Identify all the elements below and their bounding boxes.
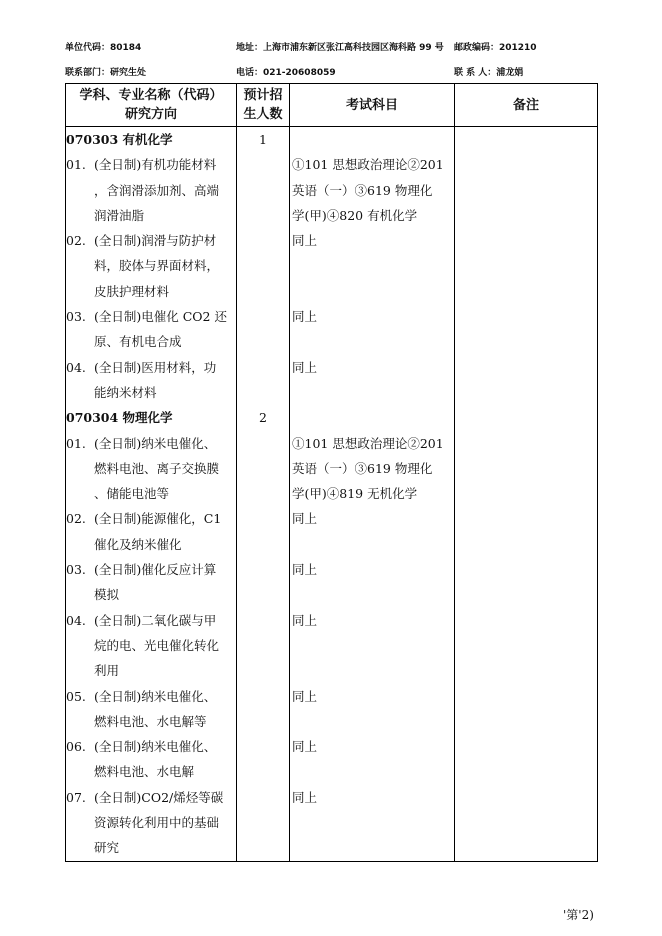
direction-number: 05. <box>66 688 86 704</box>
exam-subjects-cell <box>290 557 455 608</box>
direction-line: 催化及纳米催化 <box>94 536 182 552</box>
direction-line: ，含润滑添加剂、高端 <box>94 182 220 198</box>
exam-subject-line: 英语（一）③619 物理化 <box>292 460 433 476</box>
direction-text <box>94 557 216 608</box>
exam-subjects-cell <box>290 506 455 557</box>
phone: 电话：021-20608059 <box>236 68 336 78</box>
exam-subject-line: 同上 <box>292 511 318 527</box>
notes-cell <box>455 506 598 557</box>
header-exam-subjects: 考试科目 <box>290 84 455 127</box>
research-direction <box>66 734 236 785</box>
research-direction <box>66 785 236 861</box>
direction-cell <box>66 152 237 228</box>
direction-cell <box>66 557 237 608</box>
major-name: 070303 有机化学 <box>66 132 173 147</box>
exam-subject-line: 同上 <box>292 309 318 325</box>
direction-line: (全日制)医用材料，功 <box>94 359 217 375</box>
direction-number: 02. <box>66 511 86 527</box>
research-direction <box>66 608 236 684</box>
header-notes: 备注 <box>455 84 598 127</box>
address: 地址：上海市浦东新区张江高科技园区海科路 99 号 <box>236 43 444 53</box>
header-enrollment-line1: 预计招 <box>243 88 283 103</box>
exam-subjects-cell <box>290 304 455 355</box>
direction-number: 01. <box>66 157 86 173</box>
direction-cell <box>66 608 237 684</box>
table-row <box>66 557 598 608</box>
direction-text <box>94 304 227 355</box>
research-direction <box>66 355 236 406</box>
direction-line: (全日制)二氧化碳与甲 <box>94 612 217 628</box>
major-cell <box>66 405 237 430</box>
direction-line: (全日制)催化反应计算 <box>94 562 217 578</box>
research-direction <box>66 431 236 507</box>
enrollment-cell <box>237 684 290 735</box>
direction-cell <box>66 734 237 785</box>
notes-cell <box>455 684 598 735</box>
exam-subject-line: 同上 <box>292 688 318 704</box>
direction-text <box>94 734 216 785</box>
exam-subject-line: 同上 <box>292 612 318 628</box>
exam-subject-line: 同上 <box>292 359 318 375</box>
exam-subjects-cell <box>290 355 455 406</box>
table-row <box>66 152 598 228</box>
direction-line: (全日制)CO2/烯烃等碳 <box>94 789 224 805</box>
direction-text <box>94 506 221 557</box>
exam-subject-line: 同上 <box>292 233 318 249</box>
section-row <box>66 405 598 430</box>
direction-line: (全日制)纳米电催化、 <box>94 688 217 704</box>
direction-line: (全日制)电催化 CO2 还 <box>94 309 227 325</box>
section-row <box>66 127 598 153</box>
notes-cell <box>455 557 598 608</box>
enrollment-cell <box>237 152 290 228</box>
exam-subject-line: 同上 <box>292 562 318 578</box>
direction-text <box>94 608 219 684</box>
research-direction <box>66 684 236 735</box>
direction-number: 03. <box>66 562 86 578</box>
unit-code: 单位代码：80184 <box>65 43 142 53</box>
direction-line: 燃料电池、水电解等 <box>94 713 207 729</box>
direction-cell <box>66 304 237 355</box>
research-direction <box>66 152 236 228</box>
header-major-line2: 研究方向 <box>124 107 177 122</box>
direction-line: 利用 <box>94 663 120 679</box>
direction-cell <box>66 228 237 304</box>
header-major <box>66 84 237 127</box>
exam-subject-line: 同上 <box>292 789 318 805</box>
notes-cell <box>455 228 598 304</box>
major-cell <box>66 127 237 153</box>
exam-subject-line: 英语（一）③619 物理化 <box>292 182 433 198</box>
exam-subject-line: 同上 <box>292 739 318 755</box>
direction-line: (全日制)有机功能材料 <box>94 157 217 173</box>
exam-subject-line: 学(甲)④820 有机化学 <box>292 207 418 223</box>
enrollment-count: 2 <box>259 410 267 426</box>
direction-cell <box>66 785 237 861</box>
notes-cell <box>455 431 598 507</box>
direction-number: 03. <box>66 309 86 325</box>
contact-person: 联 系 人：浦龙娟 <box>454 68 524 78</box>
exam-subjects-cell <box>290 431 455 507</box>
direction-line: 燃料电池、离子交换膜 <box>94 460 220 476</box>
enrollment-cell <box>237 734 290 785</box>
header-enrollment <box>237 84 290 127</box>
enrollment-cell <box>237 506 290 557</box>
research-direction <box>66 228 236 304</box>
direction-cell <box>66 506 237 557</box>
exam-subject-line: ①101 思想政治理论②201 <box>292 435 444 451</box>
exam-subjects-cell <box>290 684 455 735</box>
direction-line: 皮肤护理材料 <box>94 283 170 299</box>
direction-line: (全日制)纳米电催化、 <box>94 739 217 755</box>
department: 联系部门：研究生处 <box>65 68 147 78</box>
notes-cell <box>455 405 598 430</box>
direction-text <box>94 152 219 228</box>
enrollment-cell <box>237 608 290 684</box>
table-row <box>66 431 598 507</box>
direction-cell <box>66 431 237 507</box>
direction-line: 研究 <box>94 840 120 856</box>
exam-subject-line: 学(甲)④819 无机化学 <box>292 486 418 502</box>
direction-number: 01. <box>66 435 86 451</box>
table-row <box>66 734 598 785</box>
header-major-line1: 学科、专业名称（代码） <box>79 88 223 103</box>
notes-cell <box>455 152 598 228</box>
enrollment-cell <box>237 405 290 430</box>
direction-line: 烷的电、光电催化转化 <box>94 637 220 653</box>
table-row <box>66 684 598 735</box>
exam-subjects-cell <box>290 734 455 785</box>
enrollment-count: 1 <box>259 132 267 147</box>
direction-line: 资源转化利用中的基础 <box>94 815 220 831</box>
direction-line: 润滑油脂 <box>94 207 145 223</box>
direction-number: 04. <box>66 612 86 628</box>
exam-subjects-cell <box>290 608 455 684</box>
enrollment-cell <box>237 431 290 507</box>
enrollment-cell <box>237 228 290 304</box>
notes-cell <box>455 127 598 153</box>
table-row <box>66 228 598 304</box>
direction-text <box>94 785 223 861</box>
admission-table <box>65 83 598 862</box>
enrollment-cell <box>237 304 290 355</box>
research-direction <box>66 557 236 608</box>
exam-subjects-cell <box>290 127 455 153</box>
direction-line: 模拟 <box>94 587 120 603</box>
direction-line: 燃料电池、水电解 <box>94 764 195 780</box>
direction-cell <box>66 355 237 406</box>
direction-text <box>94 684 216 735</box>
notes-cell <box>455 355 598 406</box>
direction-text <box>94 431 219 507</box>
header-enrollment-line2: 生人数 <box>243 107 283 122</box>
direction-cell <box>66 684 237 735</box>
exam-subjects-cell <box>290 228 455 304</box>
enrollment-cell <box>237 127 290 153</box>
research-direction <box>66 506 236 557</box>
notes-cell <box>455 304 598 355</box>
direction-number: 06. <box>66 739 86 755</box>
direction-number: 02. <box>66 233 86 249</box>
notes-cell <box>455 608 598 684</box>
table-row <box>66 304 598 355</box>
direction-text <box>94 355 216 406</box>
direction-line: 能纳米材料 <box>94 384 157 400</box>
exam-subjects-cell <box>290 405 455 430</box>
table-row <box>66 608 598 684</box>
research-direction <box>66 304 236 355</box>
page-number: '第'2) <box>563 908 594 922</box>
direction-number: 07. <box>66 789 86 805</box>
direction-line: 料，胶体与界面材料， <box>94 258 220 274</box>
enrollment-cell <box>237 557 290 608</box>
direction-number: 04. <box>66 359 86 375</box>
enrollment-cell <box>237 785 290 861</box>
postal-code: 邮政编码：201210 <box>454 43 537 53</box>
notes-cell <box>455 734 598 785</box>
major-name: 070304 物理化学 <box>66 410 173 426</box>
exam-subjects-cell <box>290 785 455 861</box>
table-row <box>66 785 598 861</box>
direction-line: 、储能电池等 <box>94 486 170 502</box>
exam-subjects-cell <box>290 152 455 228</box>
direction-text <box>94 228 219 304</box>
enrollment-cell <box>237 355 290 406</box>
direction-line: (全日制)纳米电催化、 <box>94 435 217 451</box>
direction-line: (全日制)润滑与防护材 <box>94 233 217 249</box>
table-row <box>66 355 598 406</box>
table-row <box>66 506 598 557</box>
notes-cell <box>455 785 598 861</box>
exam-subject-line: ①101 思想政治理论②201 <box>292 157 444 173</box>
direction-line: 原、有机电合成 <box>94 334 182 350</box>
direction-line: (全日制)能源催化，C1 <box>94 511 222 527</box>
